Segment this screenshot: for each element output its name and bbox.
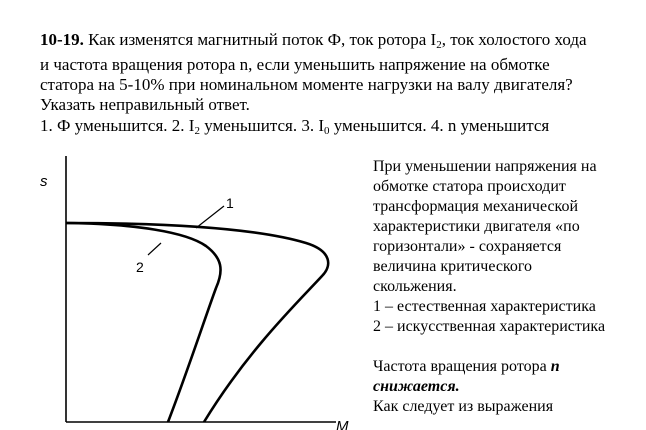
paragraph-gap [373, 337, 643, 357]
answer-options: 1. Ф уменьшится. 2. $I_2$ уменьшится. 3. $I_0$ уменьшится. 4. n уменьшится [40, 116, 550, 137]
diagram-svg [36, 150, 366, 430]
curve-2-label: 2 [136, 259, 144, 275]
explanation-line: горизонтали» - сохраняется [373, 238, 562, 255]
explanation-text [373, 157, 643, 417]
explanation-line: величина критического [373, 258, 533, 275]
rotor-speed-conclusion: снижается. [373, 378, 460, 395]
legend-item-2: 2 – искусственная характеристика [373, 318, 606, 335]
explanation-line: При уменьшении напряжения на [373, 158, 597, 175]
question-line-4: Указать неправильный ответ. [40, 95, 250, 114]
curve-1-natural [66, 223, 328, 422]
legend-item-1: 1 – естественная характеристика [373, 298, 596, 315]
explanation-line: обмотке статора происходит [373, 178, 566, 195]
y-axis-label: s [40, 173, 48, 190]
leader-line-1 [196, 206, 224, 228]
explanation-line: скольжения. [373, 278, 457, 295]
explanation-line: трансформация механической [373, 198, 579, 215]
x-axis-label: M [336, 418, 349, 430]
leader-line-2 [148, 243, 161, 255]
question-text [40, 30, 640, 115]
explanation-line: характеристики двигателя «по [373, 218, 580, 235]
curve-2-artificial [66, 223, 221, 422]
question-line-2: и частота вращения ротора n, если уменьшить напряжение на обмотке [40, 55, 550, 74]
mechanical-characteristic-diagram [36, 150, 366, 430]
curve-1-label: 1 [226, 195, 234, 211]
question-line-3: статора на 5-10% при номинальном моменте нагрузки на валу двигателя? [40, 75, 573, 94]
rotor-speed-statement: Частота вращения ротора n [373, 358, 560, 375]
explanation-line: Как следует из выражения [373, 398, 554, 415]
question-number: 10-19. [40, 30, 84, 49]
question-line-1: 10-19. Как изменятся магнитный поток Ф, ток ротора $I_2$, ток холостого хода [40, 30, 587, 51]
